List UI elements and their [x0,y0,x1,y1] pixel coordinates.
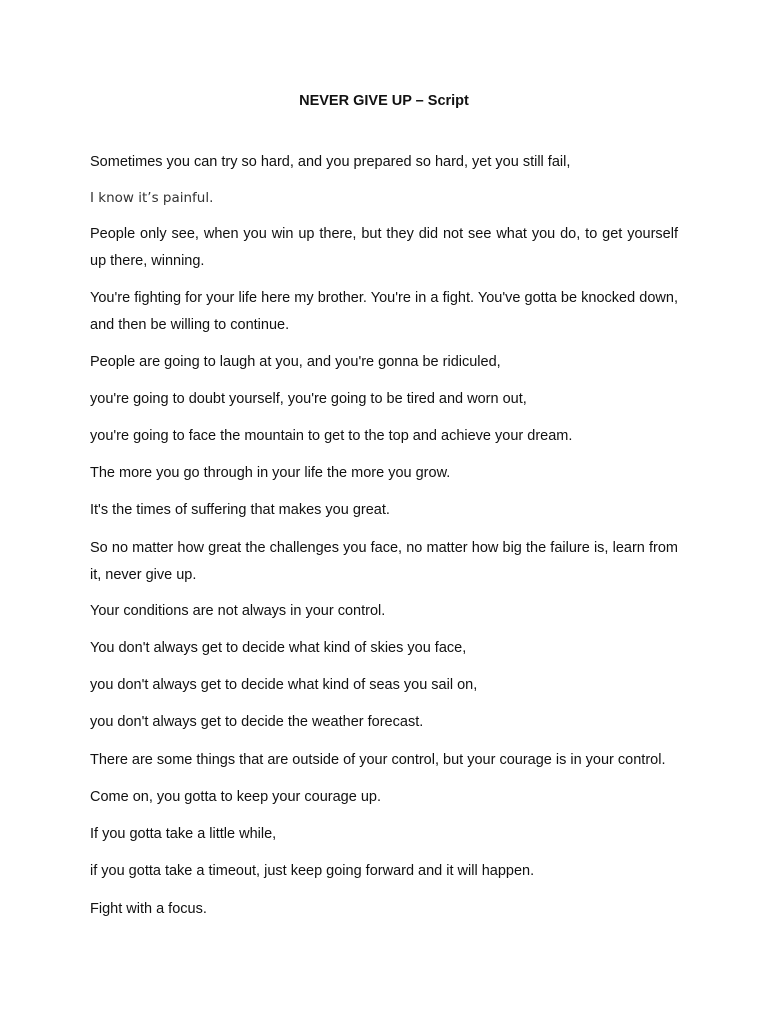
paragraph-17: If you gotta take a little while, [90,826,277,842]
document-title: NEVER GIVE UP – Script [299,93,469,109]
paragraph-16: Come on, you gotta to keep your courage up. [90,789,381,805]
paragraph-6: you're going to doubt yourself, you're going to be tired and worn out, [90,391,527,407]
paragraph-14: you don't always get to decide the weather forecast. [90,714,424,730]
paragraph-4: You're fighting for your life here my brother. You're in a fight. You've gotta be knocked down, and then be willing to continue. [90,290,678,333]
paragraph-8: The more you go through in your life the more you grow. [90,465,451,481]
paragraph-3: People only see, when you win up there, but they did not see what you do, to get yourself up there, winning. [90,226,678,269]
paragraph-18: if you gotta take a timeout, just keep going forward and it will happen. [90,863,535,879]
paragraph-11: Your conditions are not always in your control. [90,603,386,619]
paragraph-10: So no matter how great the challenges you face, no matter how big the failure is, learn from it, never give up. [90,540,678,583]
paragraph-13: you don't always get to decide what kind of seas you sail on, [90,677,478,693]
paragraph-12: You don't always get to decide what kind of skies you face, [90,640,467,656]
paragraph-5: People are going to laugh at you, and you're gonna be ridiculed, [90,354,501,370]
paragraph-15: There are some things that are outside of your control, but your courage is in your control. [90,752,666,768]
paragraph-19: Fight with a focus. [90,901,207,917]
paragraph-2: I know it’s painful. [90,190,214,206]
paragraph-7: you're going to face the mountain to get to the top and achieve your dream. [90,428,573,444]
paragraph-9: It's the times of suffering that makes you great. [90,502,390,518]
paragraph-1: Sometimes you can try so hard, and you prepared so hard, yet you still fail, [90,154,571,170]
